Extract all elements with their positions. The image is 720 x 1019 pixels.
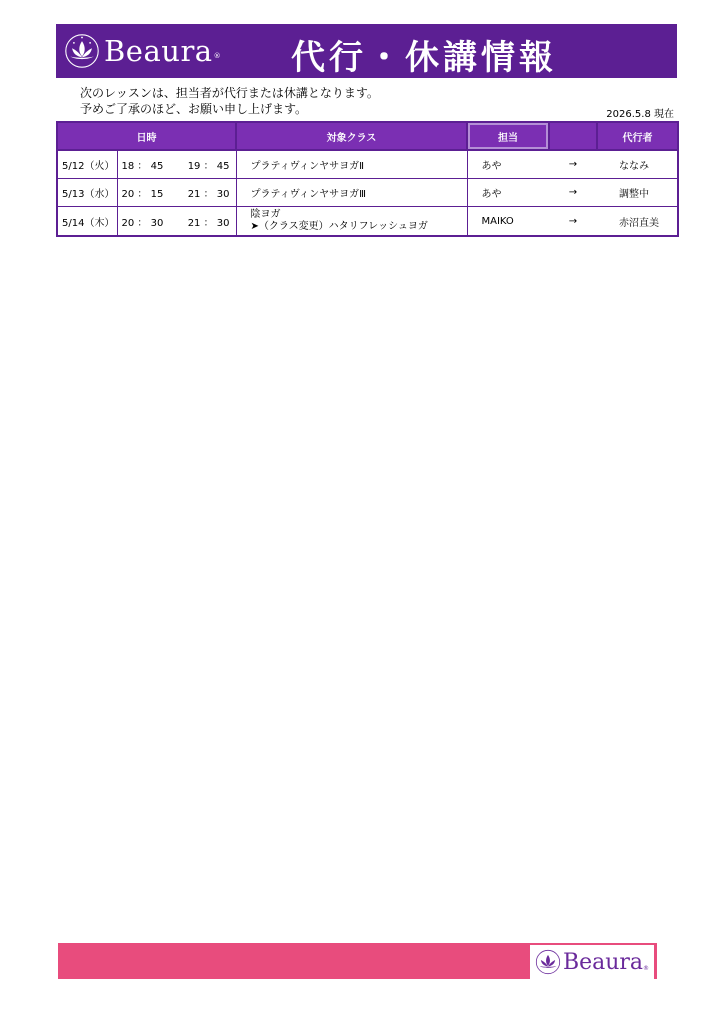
- header-teacher: 担当: [467, 122, 549, 150]
- row-class-line-1: プラティヴィンヤサヨガⅡ: [250, 161, 365, 172]
- notice-line-2: 予めご了承のほど、お願い申し上げます。: [80, 102, 308, 116]
- row-end-time: 21 ： 30: [187, 189, 230, 200]
- row-substitute: 調整中: [597, 179, 678, 207]
- row-class: [236, 207, 467, 237]
- row-arrow: →: [549, 207, 597, 237]
- row-time: [117, 179, 236, 207]
- lotus-icon: [535, 949, 561, 975]
- header-arrow: [549, 122, 597, 150]
- page-header: [56, 24, 677, 78]
- table-header-row: [57, 122, 678, 150]
- schedule-table: [56, 121, 679, 237]
- table-row: [57, 207, 678, 237]
- row-substitute: 赤沼直美: [597, 207, 678, 237]
- row-start-time: 20 ： 30: [121, 217, 164, 229]
- row-start-time: 18 ： 45: [121, 161, 164, 172]
- footer-brand-name: Beaura: [562, 949, 644, 975]
- row-class: [236, 179, 467, 207]
- row-teacher: あや: [467, 179, 549, 207]
- row-substitute: ななみ: [597, 150, 678, 179]
- trademark-mark: ®: [213, 52, 221, 60]
- table-row: [57, 150, 678, 179]
- page-title: 代行・休講情報: [291, 38, 557, 78]
- as-of-date: 2026.5.8 現在: [606, 109, 674, 120]
- row-date: 5/14（木）: [57, 207, 117, 237]
- row-date: 5/12（火）: [57, 150, 117, 179]
- row-arrow: →: [549, 150, 597, 179]
- row-time: [117, 207, 236, 237]
- row-class-line-1: 陰ヨガ: [250, 209, 281, 220]
- table-row: [57, 179, 678, 207]
- row-end-time: 21 ： 30: [187, 217, 230, 229]
- row-arrow: →: [549, 179, 597, 207]
- row-date: 5/13（水）: [57, 179, 117, 207]
- row-teacher: MAIKO: [467, 207, 549, 237]
- row-time: [117, 150, 236, 179]
- row-class-line-1: プラティヴィンヤサヨガⅢ: [250, 189, 366, 200]
- header-class: 対象クラス: [236, 122, 467, 150]
- row-end-time: 19 ： 45: [187, 161, 230, 172]
- lotus-icon: [64, 33, 100, 69]
- row-class: [236, 150, 467, 179]
- row-start-time: 20 ： 15: [121, 189, 164, 200]
- notice-text: [80, 85, 379, 117]
- header-datetime: 日時: [57, 122, 236, 150]
- notice-line-1: 次のレッスンは、担当者が代行または休講となります。: [80, 86, 379, 100]
- row-class-line-2: ➤（クラス変更）ハタリフレッシュヨガ: [250, 221, 428, 232]
- page-footer: [58, 943, 657, 979]
- brand-logo: [64, 32, 221, 70]
- footer-trademark-mark: ®: [643, 965, 650, 972]
- brand-name: Beaura: [104, 34, 213, 68]
- row-teacher: あや: [467, 150, 549, 179]
- header-substitute: 代行者: [597, 122, 678, 150]
- footer-brand-logo: [530, 945, 654, 979]
